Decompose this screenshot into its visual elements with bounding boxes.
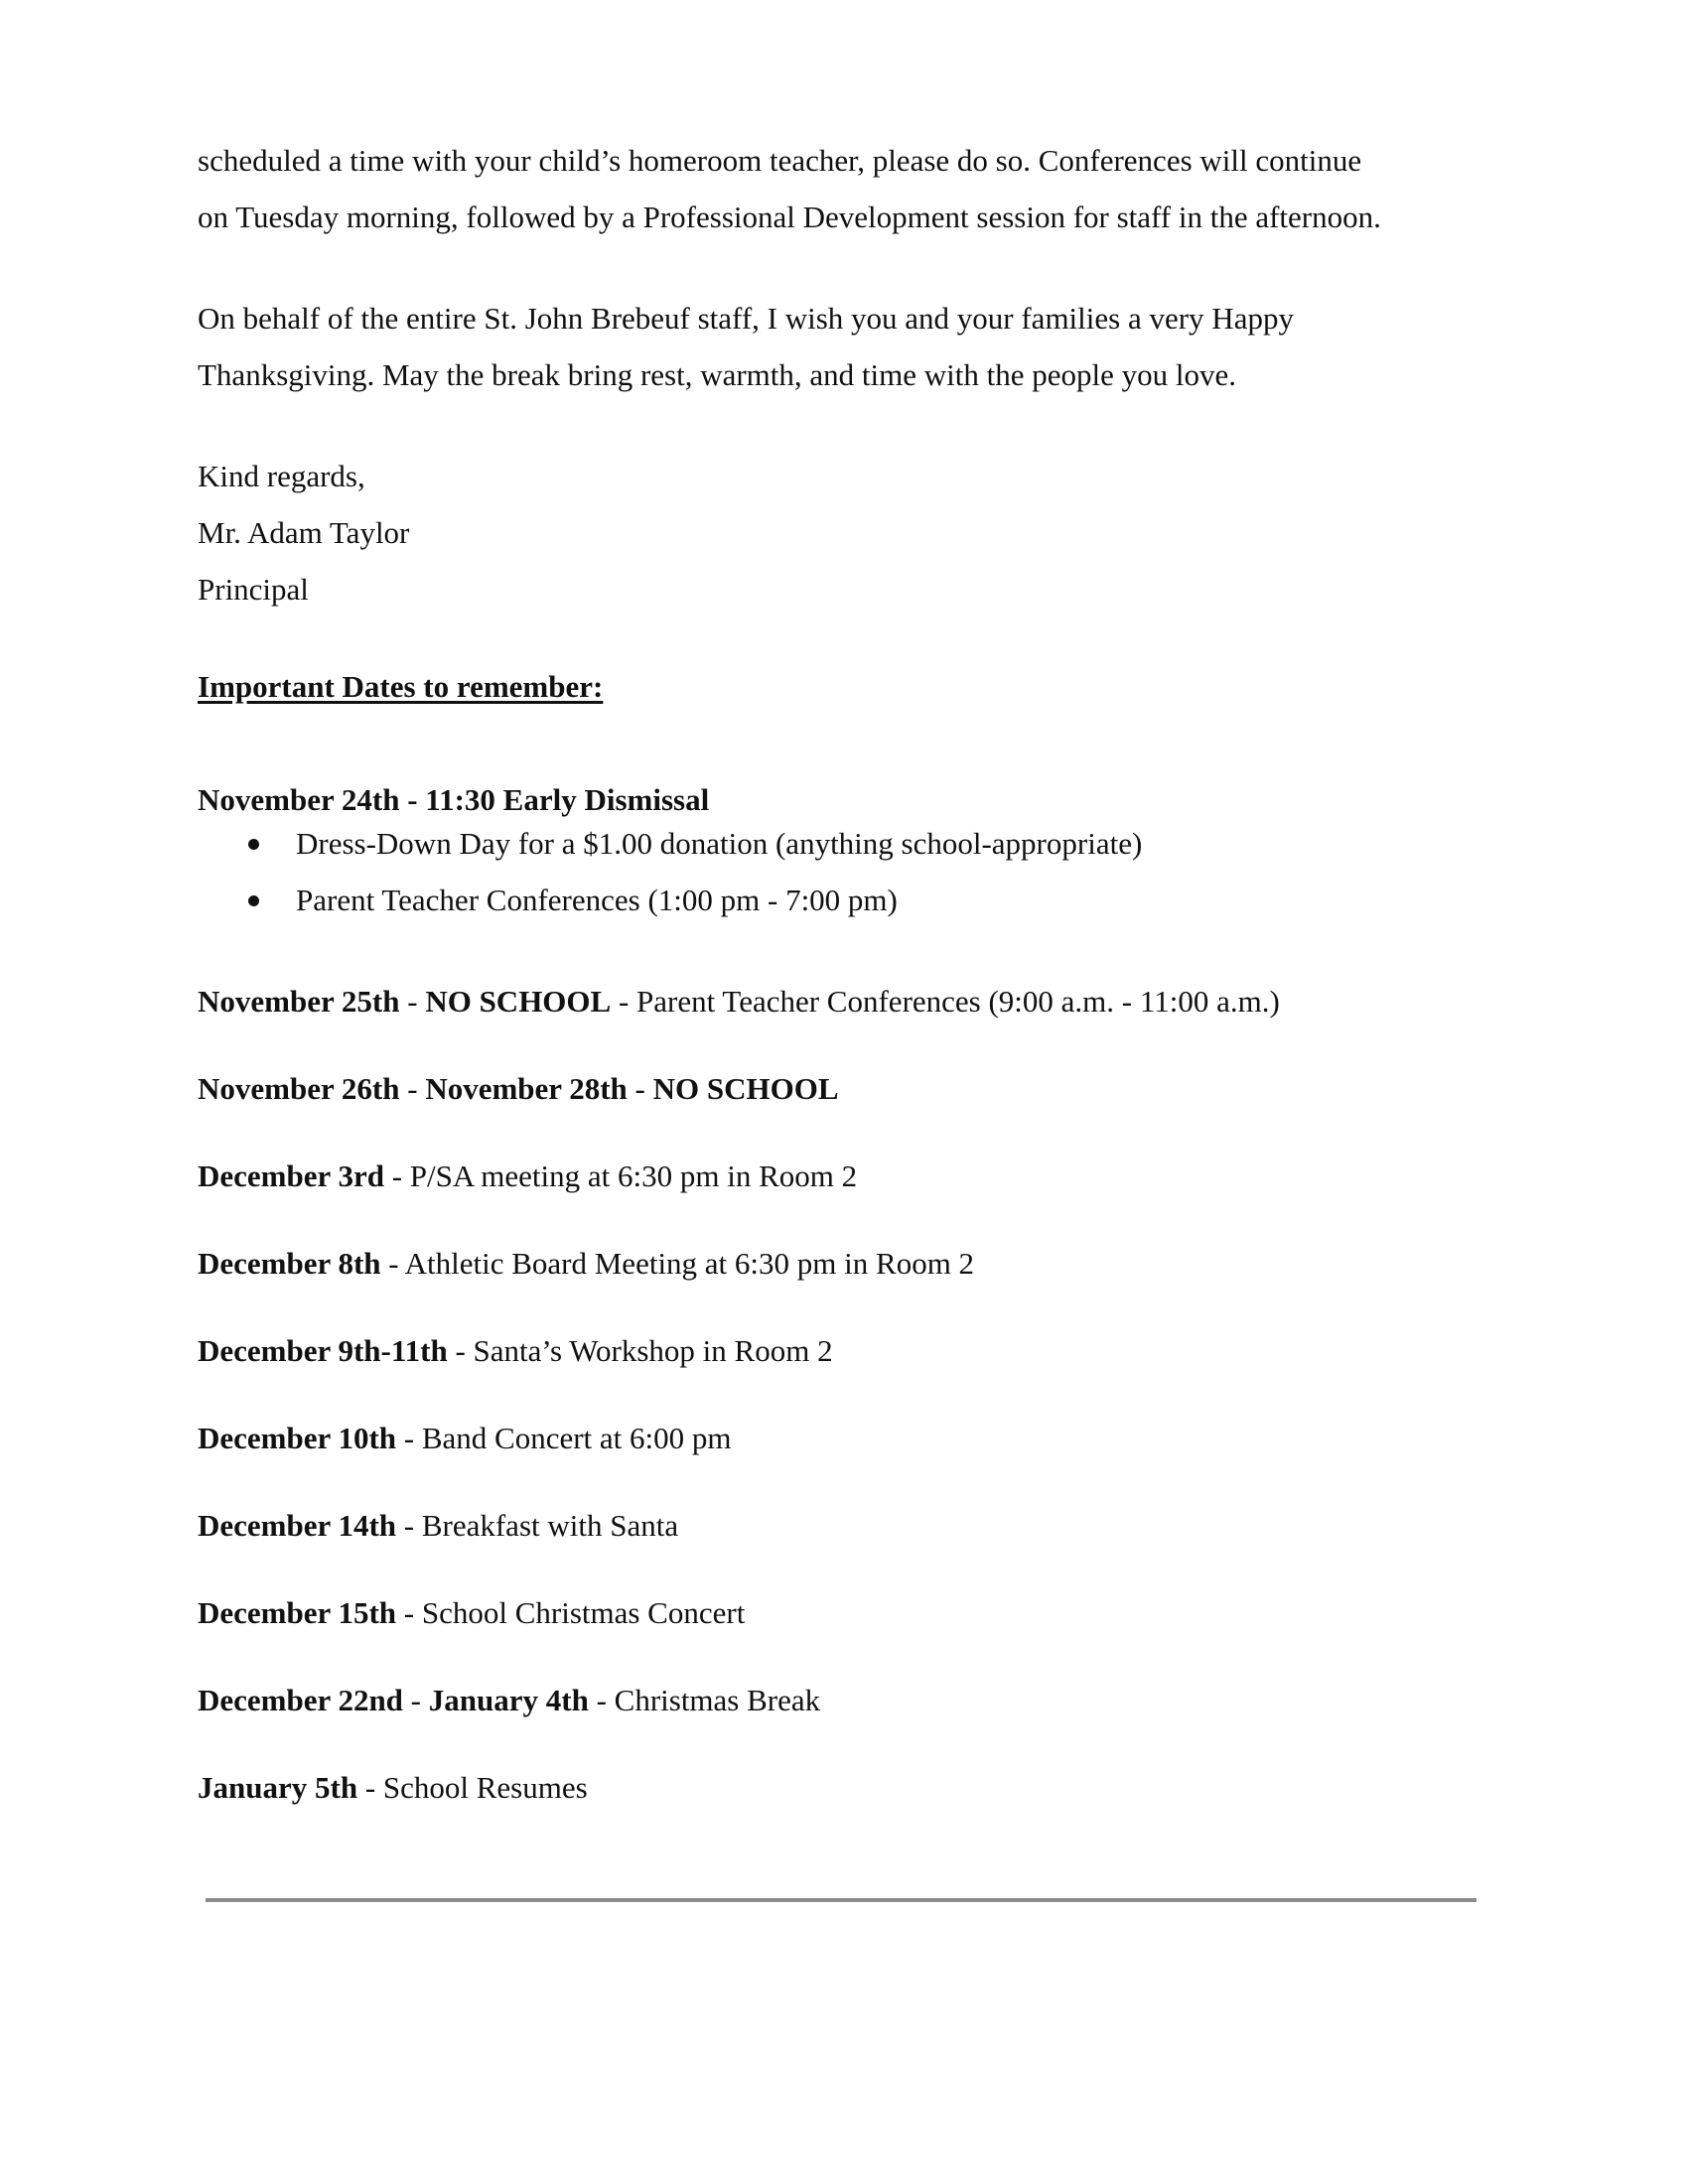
date-label-secondary: NO SCHOOL (425, 984, 612, 1019)
date-label: December 9th-11th (198, 1333, 448, 1368)
bullet-icon (248, 895, 259, 906)
list-item (198, 815, 1142, 872)
date-entry (198, 973, 1280, 1029)
date-label-secondary: November 28th (425, 1071, 628, 1106)
bullet-text: Dress-Down Day for a $1.00 donation (anything school-appropriate) (296, 826, 1143, 861)
date-description: - Parent Teacher Conferences (9:00 a.m. - 11:00 a.m.) (611, 984, 1280, 1019)
date-label: December 8th (198, 1246, 381, 1281)
date-description: - Band Concert at 6:00 pm (396, 1421, 732, 1455)
bullet-icon (248, 839, 259, 850)
date-entry (198, 1672, 820, 1728)
date-entry (198, 1235, 974, 1292)
date-description: - Breakfast with Santa (396, 1508, 679, 1543)
date-label: November 25th (198, 984, 400, 1019)
date-description: - Santa’s Workshop in Room 2 (447, 1333, 833, 1368)
signature-name: Mr. Adam Taylor (198, 515, 410, 550)
paragraph-thanksgiving (198, 290, 1508, 403)
bullet-text: Parent Teacher Conferences (1:00 pm - 7:00 pm) (296, 883, 898, 917)
date-label: November 24th - 11:30 Early Dismissal (198, 782, 710, 817)
date-description: - School Resumes (357, 1770, 588, 1805)
date-separator: - (399, 984, 426, 1019)
date-entry (198, 1322, 833, 1379)
important-dates-heading: Important Dates to remember: (198, 669, 604, 704)
date-label-secondary: January 4th (428, 1683, 589, 1717)
date-description: - Athletic Board Meeting at 6:30 pm in Room 2 (380, 1246, 975, 1281)
paragraph-conferences (198, 132, 1508, 245)
horizontal-divider (206, 1898, 1477, 1902)
november-24-bullet-list (198, 815, 1142, 928)
date-label: January 5th (198, 1770, 358, 1805)
date-separator: - (627, 1071, 653, 1106)
date-entry (198, 1497, 678, 1554)
date-label: December 10th (198, 1421, 397, 1455)
paragraph-line: scheduled a time with your child’s homeroom teacher, please do so. Conferences will continue (198, 143, 1362, 178)
date-description: - School Christmas Concert (396, 1595, 746, 1630)
date-label: December 3rd (198, 1159, 384, 1193)
paragraph-line: On behalf of the entire St. John Brebeuf staff, I wish you and your families a very Happy (198, 301, 1294, 336)
date-entry (198, 1759, 588, 1816)
date-entry (198, 1148, 857, 1204)
paragraph-line: Thanksgiving. May the break bring rest, warmth, and time with the people you love. (198, 357, 1237, 392)
date-separator: - (399, 1071, 426, 1106)
date-entry (198, 1410, 732, 1466)
date-description: - Christmas Break (588, 1683, 821, 1717)
date-label: December 15th (198, 1595, 397, 1630)
date-label: December 22nd (198, 1683, 403, 1717)
date-label: December 14th (198, 1508, 397, 1543)
date-separator: - (402, 1683, 429, 1717)
date-label: November 26th (198, 1071, 400, 1106)
date-entry (198, 1060, 839, 1117)
date-entry (198, 1584, 745, 1641)
letter-closing (198, 448, 1508, 617)
date-label-tertiary: NO SCHOOL (652, 1071, 839, 1106)
list-item (198, 872, 1142, 928)
closing-salutation: Kind regards, (198, 459, 365, 493)
paragraph-line: on Tuesday morning, followed by a Professional Development session for staff in the afternoon. (198, 200, 1381, 234)
date-description: - P/SA meeting at 6:30 pm in Room 2 (383, 1159, 858, 1193)
signature-title: Principal (198, 572, 309, 607)
